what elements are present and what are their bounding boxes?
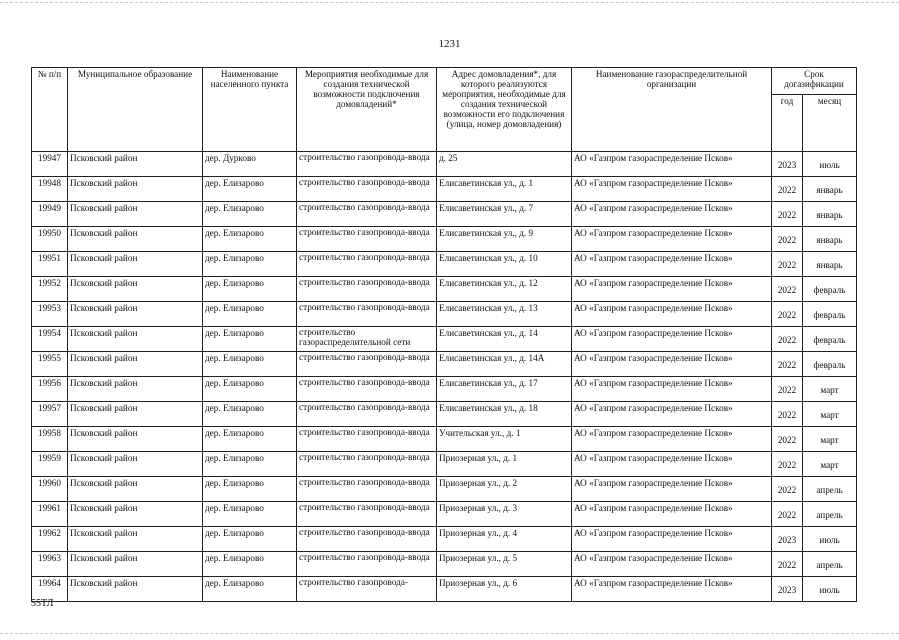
cell-settlement: дер. Елизарово	[203, 427, 297, 452]
cell-event: строительство газопровода-ввода	[297, 552, 437, 577]
cell-num: 19947	[32, 152, 68, 177]
cell-organization: АО «Газпром газораспределение Псков»	[572, 427, 772, 452]
cell-month: июль	[803, 152, 857, 177]
cell-month: апрель	[803, 477, 857, 502]
table-header-row	[32, 68, 857, 95]
cell-year: 2022	[772, 552, 803, 577]
header-month: месяц	[803, 95, 857, 152]
cell-event: строительство газопровода-ввода	[297, 252, 437, 277]
cell-address: Учительская ул., д. 1	[437, 427, 572, 452]
cell-address: Елисаветинская ул., д. 18	[437, 402, 572, 427]
cell-address: Елисаветинская ул., д. 14	[437, 327, 572, 352]
cell-municipality: Псковский район	[68, 277, 203, 302]
cell-year: 2022	[772, 302, 803, 327]
cell-settlement: дер. Елизарово	[203, 377, 297, 402]
cell-event: строительство газопровода-ввода	[297, 427, 437, 452]
cell-event: строительство газопровода-ввода	[297, 227, 437, 252]
cell-address: д. 25	[437, 152, 572, 177]
cell-num: 19957	[32, 402, 68, 427]
page-number: 1231	[438, 38, 461, 50]
cell-num: 19963	[32, 552, 68, 577]
cell-month: январь	[803, 227, 857, 252]
cell-event: строительство газопровода-ввода	[297, 502, 437, 527]
header-municipality: Муниципальное образование	[68, 68, 203, 152]
header-organization: Наименование газораспределительной организации	[572, 68, 772, 152]
cell-address: Приозерная ул., д. 3	[437, 502, 572, 527]
cell-municipality: Псковский район	[68, 152, 203, 177]
cell-month: апрель	[803, 552, 857, 577]
cell-municipality: Псковский район	[68, 452, 203, 477]
cell-year: 2023	[772, 577, 803, 602]
cell-num: 19948	[32, 177, 68, 202]
table-row	[32, 152, 857, 177]
cell-municipality: Псковский район	[68, 402, 203, 427]
cell-year: 2022	[772, 402, 803, 427]
table-row	[32, 302, 857, 327]
cell-address: Елисаветинская ул., д. 13	[437, 302, 572, 327]
cell-settlement: дер. Елизарово	[203, 402, 297, 427]
table-row	[32, 202, 857, 227]
cell-municipality: Псковский район	[68, 477, 203, 502]
cell-address: Елисаветинская ул., д. 14А	[437, 352, 572, 377]
cell-month: январь	[803, 202, 857, 227]
cell-settlement: дер. Елизарово	[203, 227, 297, 252]
cell-settlement: дер. Елизарово	[203, 477, 297, 502]
cell-organization: АО «Газпром газораспределение Псков»	[572, 577, 772, 602]
header-event: Мероприятия необходимые для создания технической возможности подключения домовладений*	[297, 68, 437, 152]
cell-event: строительство газопровода-ввода	[297, 452, 437, 477]
header-num: № п/п	[32, 68, 68, 152]
cell-event: строительство газопровода-	[297, 577, 437, 602]
cell-municipality: Псковский район	[68, 327, 203, 352]
cell-municipality: Псковский район	[68, 377, 203, 402]
cell-organization: АО «Газпром газораспределение Псков»	[572, 452, 772, 477]
cell-year: 2022	[772, 502, 803, 527]
cell-month: апрель	[803, 502, 857, 527]
table-row	[32, 252, 857, 277]
cell-event: строительство газораспределительной сети	[297, 327, 437, 352]
footer-mark: 55ТЛ	[31, 598, 54, 609]
cell-organization: АО «Газпром газораспределение Псков»	[572, 177, 772, 202]
cell-num: 19954	[32, 327, 68, 352]
header-settlement: Наименование населенного пункта	[203, 68, 297, 152]
cell-municipality: Псковский район	[68, 352, 203, 377]
cell-settlement: дер. Елизарово	[203, 577, 297, 602]
cell-municipality: Псковский район	[68, 202, 203, 227]
cell-num: 19952	[32, 277, 68, 302]
cell-municipality: Псковский район	[68, 577, 203, 602]
cell-organization: АО «Газпром газораспределение Псков»	[572, 277, 772, 302]
cell-address: Елисаветинская ул., д. 7	[437, 202, 572, 227]
table-row	[32, 352, 857, 377]
cell-month: июль	[803, 527, 857, 552]
table-row	[32, 477, 857, 502]
cell-month: февраль	[803, 277, 857, 302]
cell-event: строительство газопровода-ввода	[297, 152, 437, 177]
cell-organization: АО «Газпром газораспределение Псков»	[572, 377, 772, 402]
cell-event: строительство газопровода-ввода	[297, 477, 437, 502]
cell-year: 2023	[772, 152, 803, 177]
cell-month: март	[803, 427, 857, 452]
cell-municipality: Псковский район	[68, 527, 203, 552]
cell-organization: АО «Газпром газораспределение Псков»	[572, 527, 772, 552]
cell-month: февраль	[803, 352, 857, 377]
cell-settlement: дер. Елизарово	[203, 552, 297, 577]
cell-address: Приозерная ул., д. 4	[437, 527, 572, 552]
cell-organization: АО «Газпром газораспределение Псков»	[572, 302, 772, 327]
cell-num: 19953	[32, 302, 68, 327]
cell-event: строительство газопровода-ввода	[297, 277, 437, 302]
table-row	[32, 227, 857, 252]
table-row	[32, 552, 857, 577]
cell-year: 2022	[772, 327, 803, 352]
cell-event: строительство газопровода-ввода	[297, 302, 437, 327]
cell-event: строительство газопровода-ввода	[297, 177, 437, 202]
header-term: Срок догазификации	[772, 68, 857, 95]
cell-municipality: Псковский район	[68, 502, 203, 527]
cell-year: 2022	[772, 177, 803, 202]
cell-settlement: дер. Елизарово	[203, 452, 297, 477]
cell-month: февраль	[803, 327, 857, 352]
table-row	[32, 402, 857, 427]
cell-num: 19950	[32, 227, 68, 252]
cell-address: Елисаветинская ул., д. 17	[437, 377, 572, 402]
table-row	[32, 577, 857, 602]
cell-organization: АО «Газпром газораспределение Псков»	[572, 552, 772, 577]
cell-address: Елисаветинская ул., д. 1	[437, 177, 572, 202]
cell-address: Елисаветинская ул., д. 10	[437, 252, 572, 277]
cell-event: строительство газопровода-ввода	[297, 352, 437, 377]
cell-municipality: Псковский район	[68, 177, 203, 202]
cell-organization: АО «Газпром газораспределение Псков»	[572, 502, 772, 527]
cell-year: 2022	[772, 352, 803, 377]
cell-year: 2022	[772, 452, 803, 477]
table-row	[32, 427, 857, 452]
cell-month: июль	[803, 577, 857, 602]
cell-num: 19964	[32, 577, 68, 602]
cell-address: Приозерная ул., д. 6	[437, 577, 572, 602]
cell-month: январь	[803, 252, 857, 277]
cell-year: 2022	[772, 252, 803, 277]
gasification-table	[31, 67, 857, 602]
table-row	[32, 277, 857, 302]
cell-address: Приозерная ул., д. 1	[437, 452, 572, 477]
cell-month: март	[803, 452, 857, 477]
scan-edge-top	[0, 2, 899, 3]
cell-organization: АО «Газпром газораспределение Псков»	[572, 227, 772, 252]
cell-organization: АО «Газпром газораспределение Псков»	[572, 477, 772, 502]
cell-month: март	[803, 377, 857, 402]
cell-num: 19958	[32, 427, 68, 452]
cell-settlement: дер. Елизарово	[203, 202, 297, 227]
cell-address: Приозерная ул., д. 2	[437, 477, 572, 502]
table-row	[32, 452, 857, 477]
scan-edge-bottom	[0, 633, 899, 634]
cell-month: январь	[803, 177, 857, 202]
cell-organization: АО «Газпром газораспределение Псков»	[572, 402, 772, 427]
table-row	[32, 177, 857, 202]
cell-num: 19960	[32, 477, 68, 502]
cell-month: февраль	[803, 302, 857, 327]
cell-year: 2022	[772, 227, 803, 252]
cell-event: строительство газопровода-ввода	[297, 527, 437, 552]
cell-year: 2022	[772, 377, 803, 402]
cell-num: 19959	[32, 452, 68, 477]
cell-num: 19955	[32, 352, 68, 377]
header-address: Адрес домовладения*, для которого реализуются мероприятия, необходимые для создания технической возможности его подключения (улица, номер домовладения)	[437, 68, 572, 152]
cell-settlement: дер. Елизарово	[203, 302, 297, 327]
cell-organization: АО «Газпром газораспределение Псков»	[572, 202, 772, 227]
cell-settlement: дер. Елизарово	[203, 277, 297, 302]
cell-settlement: дер. Елизарово	[203, 502, 297, 527]
cell-num: 19956	[32, 377, 68, 402]
cell-organization: АО «Газпром газораспределение Псков»	[572, 327, 772, 352]
cell-municipality: Псковский район	[68, 227, 203, 252]
table-row	[32, 502, 857, 527]
cell-event: строительство газопровода-ввода	[297, 202, 437, 227]
cell-settlement: дер. Елизарово	[203, 252, 297, 277]
cell-event: строительство газопровода-ввода	[297, 377, 437, 402]
cell-settlement: дер. Дурково	[203, 152, 297, 177]
cell-settlement: дер. Елизарово	[203, 177, 297, 202]
cell-organization: АО «Газпром газораспределение Псков»	[572, 152, 772, 177]
table-body	[32, 152, 857, 602]
cell-address: Приозерная ул., д. 5	[437, 552, 572, 577]
cell-month: март	[803, 402, 857, 427]
cell-municipality: Псковский район	[68, 427, 203, 452]
cell-address: Елисаветинская ул., д. 12	[437, 277, 572, 302]
cell-num: 19961	[32, 502, 68, 527]
cell-num: 19962	[32, 527, 68, 552]
cell-num: 19949	[32, 202, 68, 227]
cell-year: 2022	[772, 277, 803, 302]
cell-address: Елисаветинская ул., д. 9	[437, 227, 572, 252]
cell-organization: АО «Газпром газораспределение Псков»	[572, 352, 772, 377]
cell-municipality: Псковский район	[68, 552, 203, 577]
table-row	[32, 377, 857, 402]
table-row	[32, 527, 857, 552]
cell-year: 2022	[772, 202, 803, 227]
cell-municipality: Псковский район	[68, 252, 203, 277]
table-row	[32, 327, 857, 352]
cell-settlement: дер. Елизарово	[203, 352, 297, 377]
cell-year: 2022	[772, 427, 803, 452]
cell-settlement: дер. Елизарово	[203, 327, 297, 352]
header-year: год	[772, 95, 803, 152]
cell-event: строительство газопровода-ввода	[297, 402, 437, 427]
cell-num: 19951	[32, 252, 68, 277]
cell-year: 2022	[772, 477, 803, 502]
cell-settlement: дер. Елизарово	[203, 527, 297, 552]
cell-year: 2023	[772, 527, 803, 552]
cell-municipality: Псковский район	[68, 302, 203, 327]
cell-organization: АО «Газпром газораспределение Псков»	[572, 252, 772, 277]
